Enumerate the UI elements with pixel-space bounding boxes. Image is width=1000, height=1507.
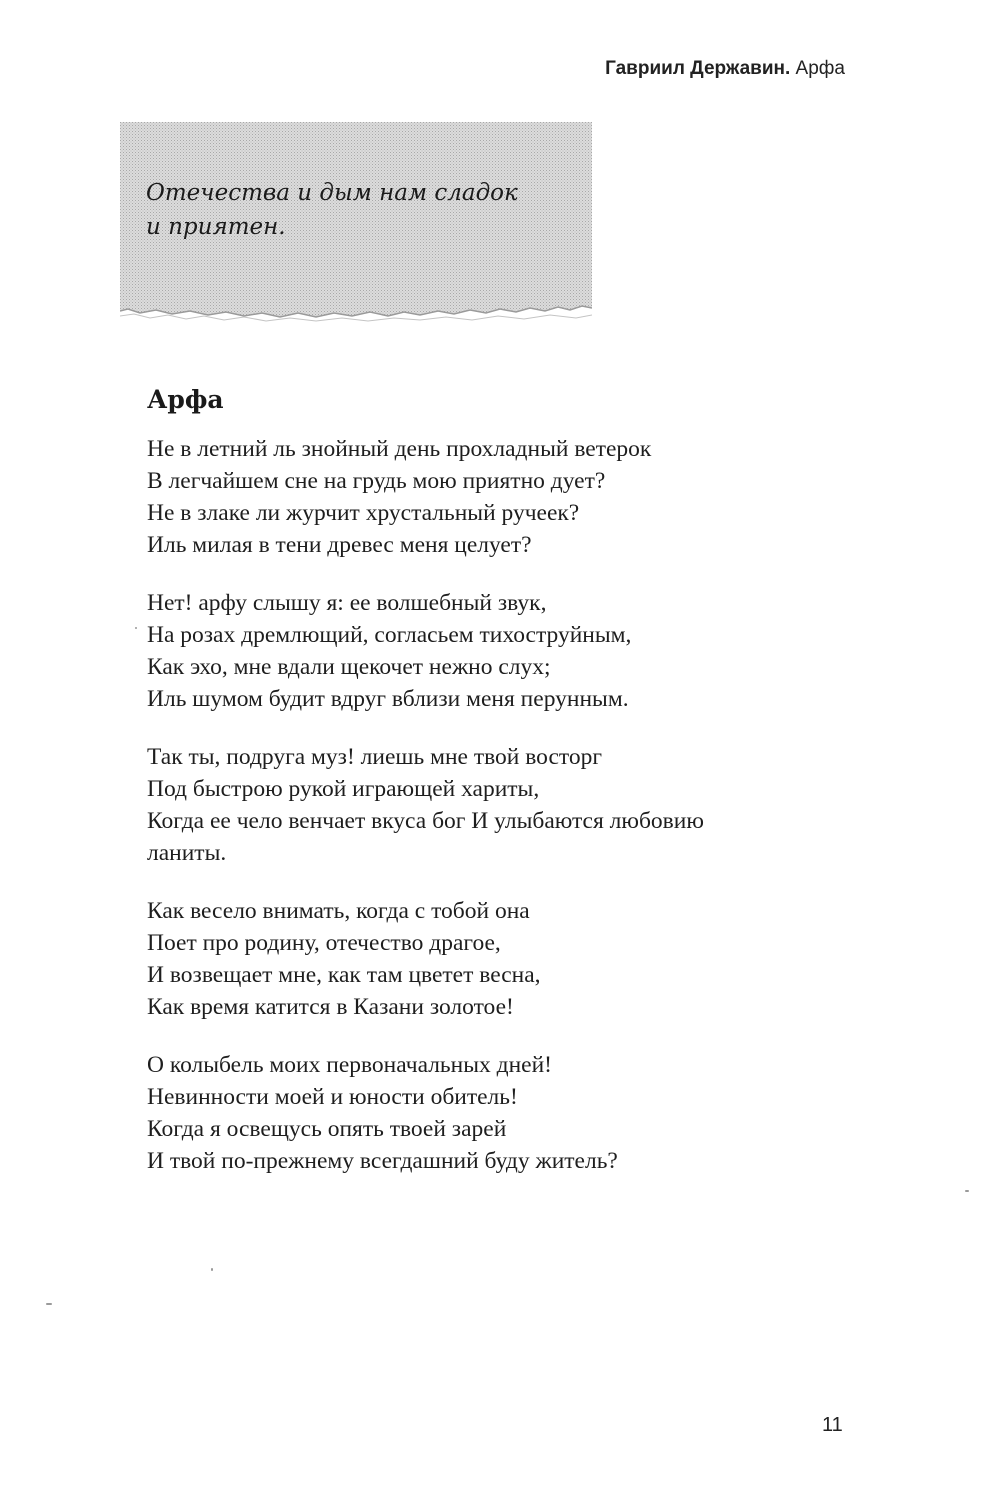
stanza-4	[147, 895, 847, 1023]
poem-title: Арфа	[147, 385, 224, 414]
poem-line: На розах дремлющий, согласьем тихоструйным,	[147, 622, 632, 648]
poem-line: Когда я освещусь опять твоей зарей	[147, 1116, 507, 1142]
poem-body	[147, 433, 847, 1203]
poem-line: Как весело внимать, когда с тобой она	[147, 898, 530, 924]
poem-line: Поет про родину, отечество драгое,	[147, 930, 501, 956]
poem-line: О колыбель моих первоначальных дней!	[147, 1052, 553, 1078]
poem-line: И твой по-прежнему всегдашний буду житель?	[147, 1148, 618, 1174]
poem-line: Невинности моей и юности обитель!	[147, 1084, 518, 1110]
scan-speck	[211, 1268, 213, 1271]
poem-line: И возвещает мне, как там цветет весна,	[147, 962, 541, 988]
epigraph-box	[120, 122, 592, 322]
poem-line: Как эхо, мне вдали щекочет нежно слух;	[147, 654, 551, 680]
poem-line: В легчайшем сне на грудь мою приятно дует?	[147, 468, 606, 494]
stanza-1	[147, 433, 847, 561]
poem-line: Под быстрою рукой играющей хариты,	[147, 776, 540, 802]
epigraph-text	[146, 176, 566, 244]
scan-speck	[135, 627, 137, 629]
scan-speck	[965, 1190, 969, 1192]
stanza-5	[147, 1049, 847, 1177]
poem-line: Иль шумом будит вдруг вблизи меня перунным.	[147, 686, 629, 712]
page-number: 11	[822, 1414, 843, 1436]
poem-line: Когда ее чело венчает вкуса бог И улыбаются любовию	[147, 808, 704, 834]
poem-line: Как время катится в Казани золотое!	[147, 994, 514, 1020]
poem-line: ланиты.	[147, 840, 227, 866]
scan-speck	[46, 1303, 52, 1305]
poem-line: Не в летний ль знойный день прохладный ветерок	[147, 436, 652, 462]
poem-line: Так ты, подруга муз! лиешь мне твой восторг	[147, 744, 603, 770]
stanza-3	[147, 741, 847, 869]
stanza-2	[147, 587, 847, 715]
running-header-author: Гавриил Державин.	[605, 58, 791, 79]
running-header-title: Арфа	[795, 58, 845, 79]
poem-line: Иль милая в тени древес меня целует?	[147, 532, 532, 558]
epigraph-line: и приятен.	[146, 214, 286, 240]
epigraph-line: Отечества и дым нам сладок	[146, 180, 518, 206]
poem-line: Не в злаке ли журчит хрустальный ручеек?	[147, 500, 580, 526]
poem-line: Нет! арфу слышу я: ее волшебный звук,	[147, 590, 547, 616]
running-header	[605, 58, 845, 80]
